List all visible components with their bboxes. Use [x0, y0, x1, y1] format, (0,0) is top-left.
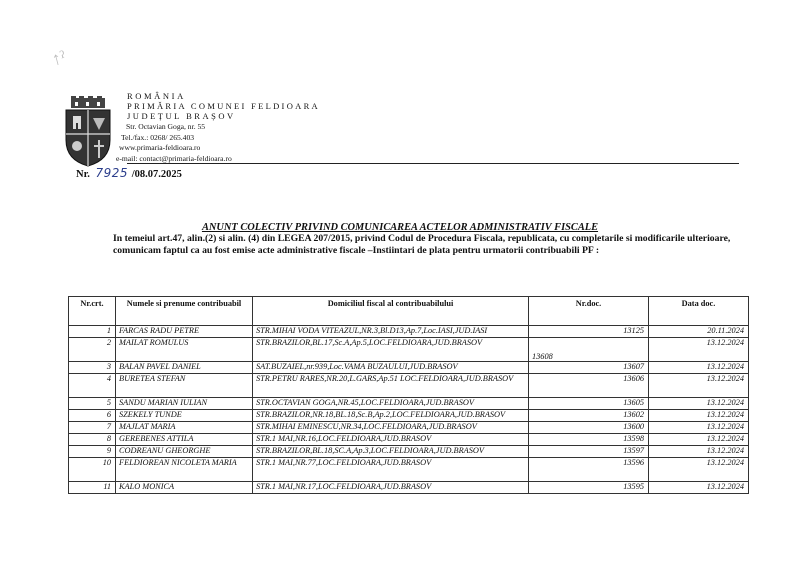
row-nr: 6 — [69, 410, 116, 422]
row-nr: 3 — [69, 362, 116, 374]
letterhead-country: ROMÂNIA — [127, 91, 186, 101]
row-nr: 2 — [69, 338, 116, 362]
row-doc-date: 13.12.2024 — [649, 338, 749, 362]
row-doc-number: 13595 — [529, 482, 649, 494]
row-name: GEREBENES ATTILA — [116, 434, 253, 446]
row-name: FARCAS RADU PETRE — [116, 326, 253, 338]
header-doc-date: Data doc. — [649, 297, 749, 326]
table-row — [69, 326, 749, 338]
taxpayers-table — [68, 296, 749, 494]
intro-paragraph: In temeiul art.47, alin.(2) si alin. (4) din LEGEA 207/2015, privind Codul de Procedura Fiscala, republicata, cu completarile si modificarile ulterioare, comunicam faptul ca au fost emise acte administrative fiscale –Instiintari de plata pentru urmatorii contribuabili PF : — [113, 233, 731, 257]
row-nr: 10 — [69, 458, 116, 482]
header-address: Domiciliul fiscal al contribuabilului — [253, 297, 529, 326]
table-row — [69, 410, 749, 422]
row-address: STR.MIHAI VODA VITEAZUL,NR.3,Bl.D13,Ap.7,Loc.IASI,JUD.IASI — [253, 326, 529, 338]
row-doc-number: 13597 — [529, 446, 649, 458]
row-doc-date: 13.12.2024 — [649, 362, 749, 374]
table-header-row — [69, 297, 749, 326]
row-doc-number: 13598 — [529, 434, 649, 446]
registration-date: /08.07.2025 — [131, 169, 182, 180]
row-nr: 5 — [69, 398, 116, 410]
row-address: STR.BRAZILOR,BL.18,SC.A,Ap.3,LOC.FELDIOARA,JUD.BRASOV — [253, 446, 529, 458]
row-doc-date: 20.11.2024 — [649, 326, 749, 338]
row-address: STR.1 MAI,NR.77,LOC.FELDIOARA,JUD.BRASOV — [253, 458, 529, 482]
table-row — [69, 338, 749, 362]
header-doc-number: Nr.doc. — [529, 297, 649, 326]
row-nr: 8 — [69, 434, 116, 446]
row-doc-date: 13.12.2024 — [649, 458, 749, 482]
table-row — [69, 482, 749, 494]
row-address: STR.1 MAI,NR.16,LOC.FELDIOARA,JUD.BRASOV — [253, 434, 529, 446]
row-doc-date: 13.12.2024 — [649, 482, 749, 494]
letterhead-institution: PRIMĂRIA COMUNEI FELDIOARA — [127, 101, 320, 111]
row-nr: 7 — [69, 422, 116, 434]
row-name: KALO MONICA — [116, 482, 253, 494]
table-row — [69, 398, 749, 410]
row-name: FELDIOREAN NICOLETA MARIA — [116, 458, 253, 482]
row-doc-number: 13606 — [529, 374, 649, 398]
row-doc-number: 13596 — [529, 458, 649, 482]
header-nr: Nr.crt. — [69, 297, 116, 326]
row-name: SANDU MARIAN IULIAN — [116, 398, 253, 410]
row-doc-date: 13.12.2024 — [649, 410, 749, 422]
table-row — [69, 362, 749, 374]
row-doc-number: 13607 — [529, 362, 649, 374]
row-address: STR.MIHAI EMINESCU,NR.34,LOC.FELDIOARA,JUD.BRASOV — [253, 422, 529, 434]
document-intro — [93, 233, 753, 257]
document-title: ANUNT COLECTIV PRIVIND COMUNICAREA ACTELOR ADMINISTRATIV FISCALE — [201, 222, 599, 233]
letterhead-email[interactable]: e-mail: contact@primaria-feldioara.ro — [116, 153, 232, 163]
row-name: MAILAT ROMULUS — [116, 338, 253, 362]
row-doc-date: 13.12.2024 — [649, 398, 749, 410]
row-address: STR.BRAZILOR,NR.18,BL.18,Sc.B,Ap.2,LOC.FELDIOARA,JUD.BRASOV — [253, 410, 529, 422]
letterhead-address: Str. Octavian Goga, nr. 55 — [126, 122, 206, 131]
row-name: BURETEA STEFAN — [116, 374, 253, 398]
row-name: CODREANU GHEORGHE — [116, 446, 253, 458]
row-address: STR.BRAZILOR,BL.17,Sc.A,Ap.5,LOC.FELDIOARA,JUD.BRASOV — [253, 338, 529, 362]
row-doc-date: 13.12.2024 — [649, 446, 749, 458]
coat-of-arms-icon — [63, 96, 113, 168]
row-nr: 9 — [69, 446, 116, 458]
row-doc-date: 13.12.2024 — [649, 422, 749, 434]
scan-mark: ↑ˀ — [49, 46, 68, 70]
letterhead-county: JUDEȚUL BRAȘOV — [127, 111, 236, 121]
registration-label: Nr. — [76, 169, 90, 180]
row-address: SAT.BUZAIEL,nr.939,Loc.VAMA BUZAULUI,JUD.BRASOV — [253, 362, 529, 374]
table-row — [69, 446, 749, 458]
table-row — [69, 434, 749, 446]
row-doc-date: 13.12.2024 — [649, 374, 749, 398]
row-name: BALAN PAVEL DANIEL — [116, 362, 253, 374]
row-doc-number: 13125 — [529, 326, 649, 338]
row-nr: 1 — [69, 326, 116, 338]
row-doc-number: 13602 — [529, 410, 649, 422]
row-nr: 11 — [69, 482, 116, 494]
row-name: MAJLAT MARIA — [116, 422, 253, 434]
row-doc-number: 13600 — [529, 422, 649, 434]
row-doc-date: 13.12.2024 — [649, 434, 749, 446]
row-nr: 4 — [69, 374, 116, 398]
table-row — [69, 374, 749, 398]
row-address: STR.PETRU RARES,NR.20,L.GARS,Ap.51 LOC.FELDIOARA,JUD.BRASOV — [253, 374, 529, 398]
row-address: STR.OCTAVIAN GOGA,NR.45,LOC.FELDIOARA,JUD.BRASOV — [253, 398, 529, 410]
header-divider — [127, 163, 739, 164]
letterhead-phone: Tel./fax.: 0268/ 265.403 — [121, 132, 195, 142]
row-name: SZEKELY TUNDE — [116, 410, 253, 422]
row-doc-number: 13608 — [529, 338, 649, 362]
registration-handwritten-number: 7925 — [95, 166, 129, 180]
table-row — [69, 422, 749, 434]
registration-number — [76, 166, 182, 180]
header-name: Numele si prenume contribuabil — [116, 297, 253, 326]
letterhead-website[interactable]: www.primaria-feldioara.ro — [119, 143, 201, 152]
row-doc-number: 13605 — [529, 398, 649, 410]
row-address: STR.1 MAI,NR.17,LOC.FELDIOARA,JUD.BRASOV — [253, 482, 529, 494]
letterhead — [116, 91, 320, 165]
table-row — [69, 458, 749, 482]
